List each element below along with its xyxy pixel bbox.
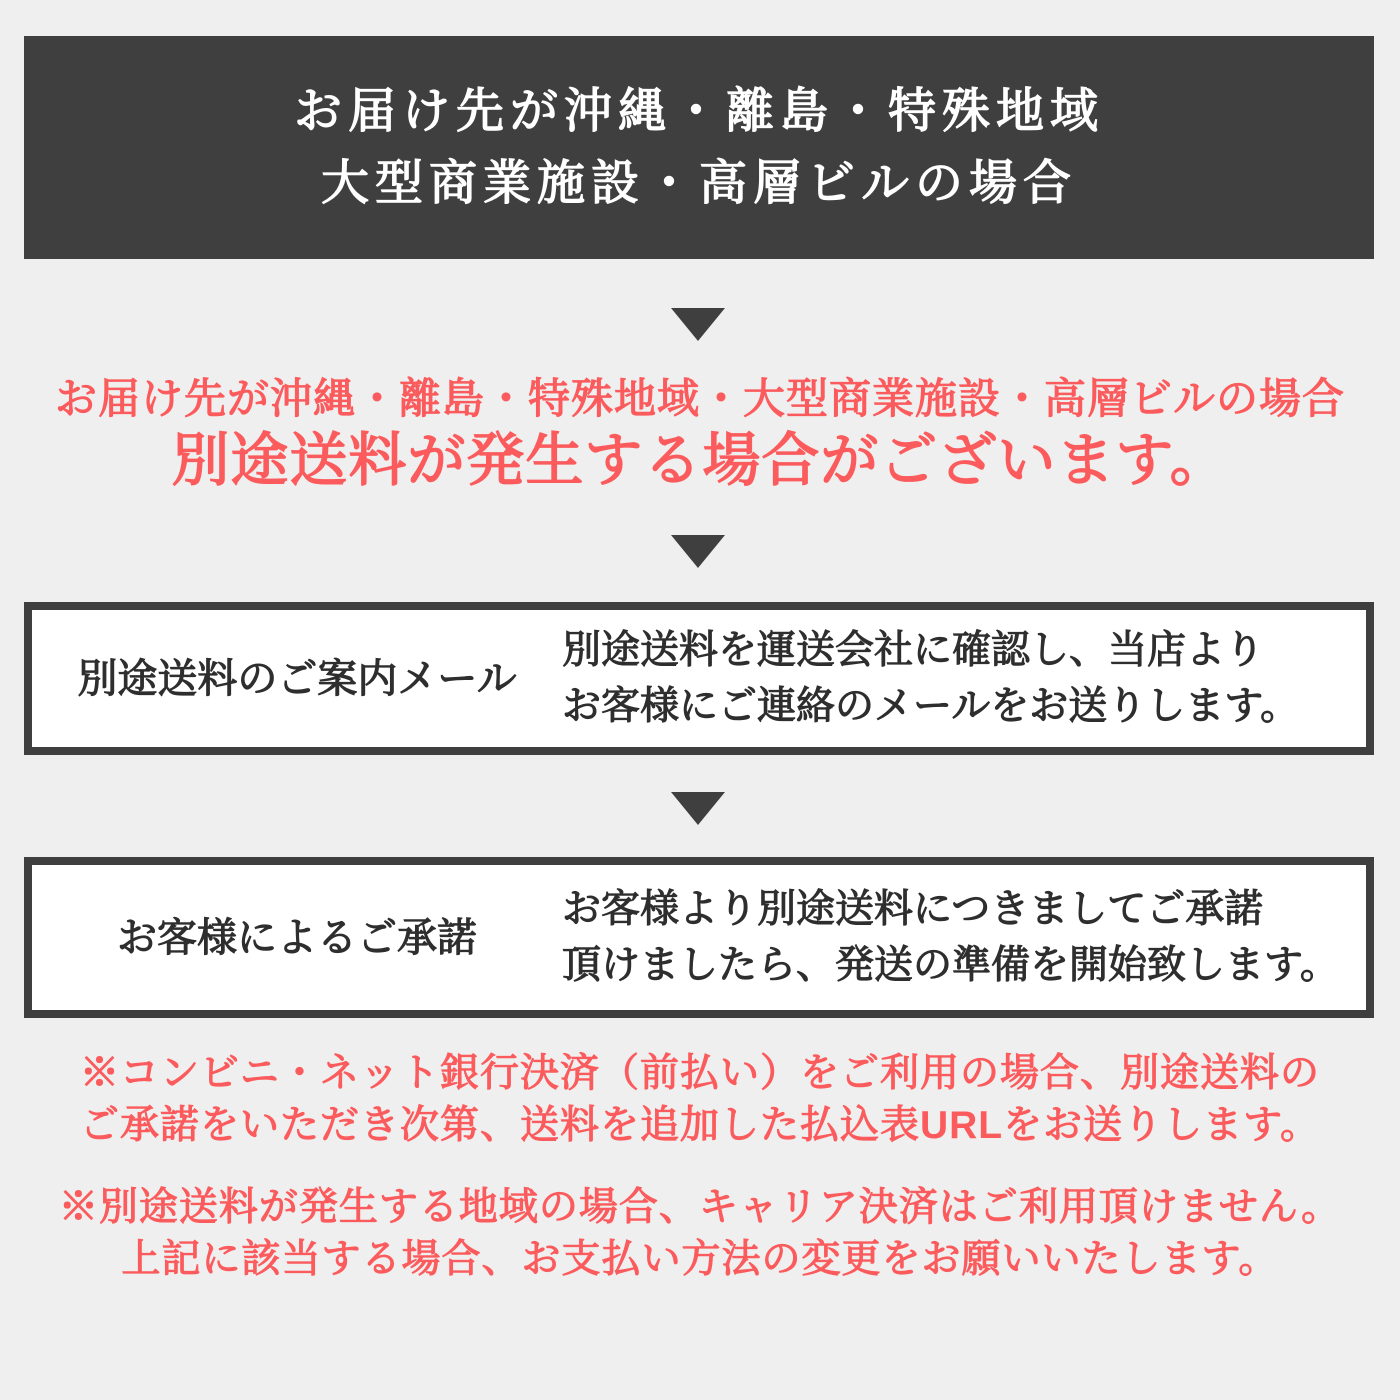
note-prepayment xyxy=(0,1048,1400,1152)
header-title-line1: お届け先が沖縄・離島・特殊地域 xyxy=(293,84,1104,138)
header-title-line2: 大型商業施設・高層ビルの場合 xyxy=(320,156,1077,210)
step-box-fee-notice-mail xyxy=(24,602,1374,755)
step-desc-line1: 別途送料を運送会社に確認し、当店より xyxy=(562,628,1265,672)
note-line2: 上記に該当する場合、お支払い方法の変更をお願いいたします。 xyxy=(121,1238,1279,1281)
step-label: お客様によるご承諾 xyxy=(117,915,477,960)
step-desc-line1: お客様より別途送料につきましてご承諾 xyxy=(562,887,1264,931)
note-line1: ※コンビニ・ネット銀行決済（前払い）をご利用の場合、別途送料の xyxy=(79,1052,1320,1095)
step-description xyxy=(562,882,1366,994)
header-banner xyxy=(24,36,1374,259)
step-label: 別途送料のご案内メール xyxy=(77,656,517,701)
step-desc-line2: 頂けましたら、発送の準備を開始致します。 xyxy=(562,943,1339,987)
step-desc-line2: お客様にご連絡のメールをお送りします。 xyxy=(562,684,1300,728)
note-carrier-payment xyxy=(0,1182,1400,1286)
down-arrow-icon xyxy=(671,792,725,825)
down-arrow-icon xyxy=(671,308,725,341)
down-arrow-icon xyxy=(671,535,725,568)
step-box-customer-approval xyxy=(24,857,1374,1018)
note-line1: ※別途送料が発生する地域の場合、キャリア決済はご利用頂けません。 xyxy=(58,1186,1342,1229)
step-description xyxy=(562,623,1366,735)
note-line2: ご承諾をいただき次第、送料を追加した払込表URLをお送りします。 xyxy=(79,1104,1321,1147)
notice-condition-text: お届け先が沖縄・離島・特殊地域・大型商業施設・高層ビルの場合 xyxy=(54,375,1345,422)
notice-extra-fee-text: 別途送料が発生する場合がございます。 xyxy=(171,428,1229,493)
